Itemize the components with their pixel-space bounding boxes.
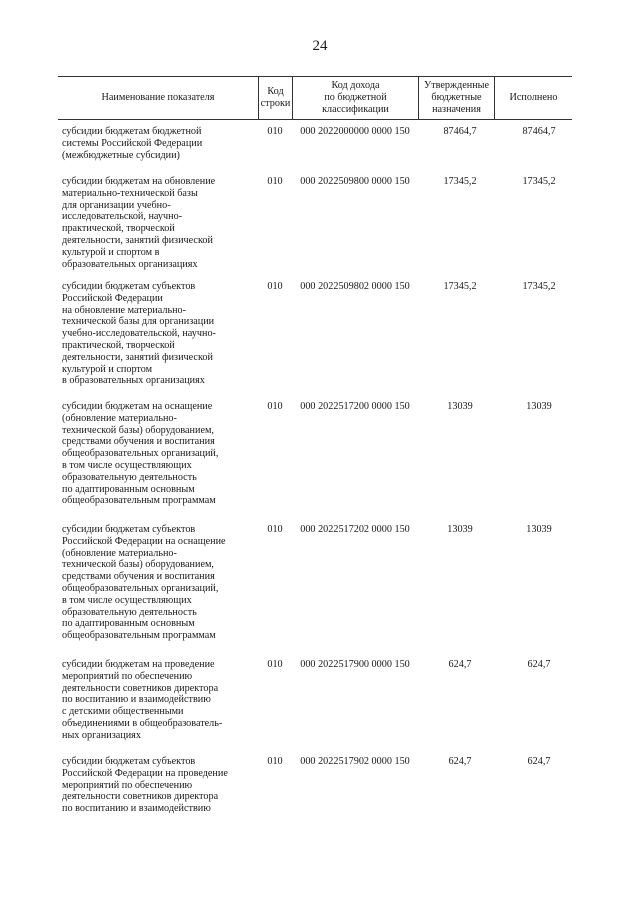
row-executed: 13039 — [526, 524, 552, 535]
row-code: 010 — [267, 659, 283, 670]
row-executed: 17345,2 — [522, 176, 556, 187]
row-name: субсидии бюджетам бюджетной системы Российской Федерации (межбюджетные субсидии) — [62, 126, 203, 161]
row-approved: 87464,7 — [443, 126, 477, 137]
row-executed: 624,7 — [527, 756, 551, 767]
table-row — [58, 176, 572, 270]
row-classification: 000 2022000000 0000 150 — [300, 126, 410, 137]
row-name: субсидии бюджетам субъектов Российской Федерации на обновление материально- технической базы для организации учебно-исследовательской, научно- практической, творческой деятельности, занятий физической культурой и спортом в образовательных организациях — [62, 281, 216, 387]
row-classification: 000 2022509800 0000 150 — [300, 176, 410, 187]
table-row — [58, 401, 572, 507]
row-code: 010 — [267, 126, 283, 137]
row-name: субсидии бюджетам субъектов Российской Федерации на проведение мероприятий по обеспечению деятельности советников директора по воспитанию и взаимодействию — [62, 756, 228, 815]
row-executed: 13039 — [526, 401, 552, 412]
row-classification: 000 2022517200 0000 150 — [300, 401, 410, 412]
table-row — [58, 126, 572, 161]
row-approved: 13039 — [447, 401, 473, 412]
header-classification: Код дохода по бюджетной классификации — [292, 77, 418, 119]
row-code: 010 — [267, 176, 283, 187]
row-code: 010 — [267, 756, 283, 767]
row-approved: 13039 — [447, 524, 473, 535]
row-classification: 000 2022509802 0000 150 — [300, 281, 410, 292]
row-classification: 000 2022517902 0000 150 — [300, 756, 410, 767]
row-name: субсидии бюджетам на оснащение (обновление материально- технической базы) оборудованием, средствами обучения и воспитания общеобразовательных организаций, в том числе осуществляющих образовательную деятельность по адаптированным основным общеобразовательным программам — [62, 401, 219, 507]
header-executed: Исполнено — [494, 77, 572, 119]
revenue-table — [58, 76, 572, 815]
row-approved: 17345,2 — [443, 281, 477, 292]
row-executed: 624,7 — [527, 659, 551, 670]
row-classification: 000 2022517202 0000 150 — [300, 524, 410, 535]
row-approved: 17345,2 — [443, 176, 477, 187]
page-number: 24 — [312, 38, 328, 54]
row-code: 010 — [267, 524, 283, 535]
table-row — [58, 524, 572, 642]
table-row — [58, 659, 572, 742]
row-executed: 17345,2 — [522, 281, 556, 292]
row-classification: 000 2022517900 0000 150 — [300, 659, 410, 670]
row-code: 010 — [267, 281, 283, 292]
row-executed: 87464,7 — [522, 126, 556, 137]
table-row — [58, 756, 572, 815]
header-code: Код строки — [258, 77, 292, 119]
row-name: субсидии бюджетам на проведение мероприятий по обеспечению деятельности советников директора по воспитанию и взаимодействию с детскими общественными объединениями в общеобразователь- ных организациях — [62, 659, 223, 741]
row-name: субсидии бюджетам на обновление материально-технической базы для организации учебно- исследовательской, научно- практической, творческой деятельности, занятий физической культурой и спортом в образовательных организациях — [62, 176, 216, 270]
row-name: субсидии бюджетам субъектов Российской Федерации на оснащение (обновление материально- технической базы) оборудованием, средствами обучения и воспитания общеобразовательных организаций, в том числе осуществляющих образовательную деятельность по адаптированным основным общеобразовательным программам — [62, 524, 226, 642]
table-header — [58, 76, 572, 120]
header-name: Наименование показателя — [101, 92, 215, 104]
table-row — [58, 281, 572, 387]
row-code: 010 — [267, 401, 283, 412]
row-approved: 624,7 — [448, 756, 472, 767]
header-approved: Утвержденные бюджетные назначения — [418, 77, 494, 119]
row-approved: 624,7 — [448, 659, 472, 670]
